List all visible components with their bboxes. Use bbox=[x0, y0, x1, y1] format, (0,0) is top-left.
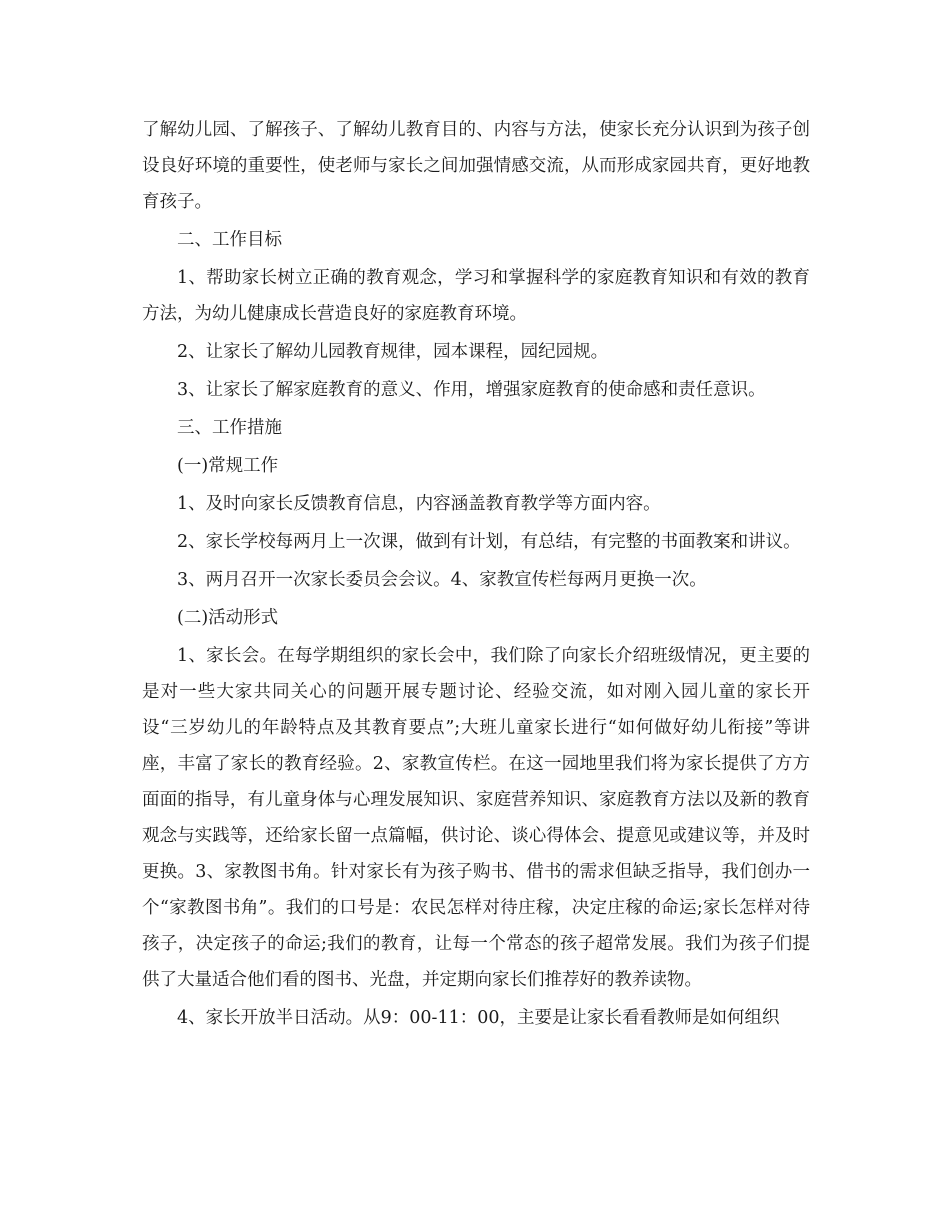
heading-routine-work: (一)常规工作 bbox=[177, 456, 279, 476]
paragraph-activity-1: 1、家长会。在每学期组织的家长会中，我们除了向家长介绍班级情况，更主要的是对一些大家共同关心的问题开展专题讨论、经验交流，如对刚入园儿童的家长开设“三岁幼儿的年龄特点及其教育要点”;大班儿童家长进行“如何做好幼儿衔接”等讲座，丰富了家长的教育经验。2、家教宣传栏。在这一园地里我们将为家长提供了方方面面的指导，有儿童身体与心理发展知识、家庭营养知识、家庭教育方法以及新的教育观念与实践等，还给家长留一点篇幅，供讨论、谈心得体会、提意见或建议等，并及时更换。3、家教图书角。针对家长有为孩子购书、借书的需求但缺乏指导，我们创办一个“家教图书角”。我们的口号是：农民怎样对待庄稼，决定庄稼的命运;家长怎样对待孩子，决定孩子的命运;我们的教育，让每一个常态的孩子超常发展。我们为孩子们提供了大量适合他们看的图书、光盘，并定期向家长们推荐好的教养读物。 bbox=[142, 646, 810, 990]
paragraph-intro-continuation: 了解幼儿园、了解孩子、了解幼儿教育目的、内容与方法，使家长充分认识到为孩子创设良好环境的重要性，使老师与家长之间加强情感交流，从而形成家园共育，更好地教育孩子。 bbox=[142, 120, 810, 212]
paragraph-routine-1: 1、及时向家长反馈教育信息，内容涵盖教育教学等方面内容。 bbox=[177, 494, 661, 514]
paragraph-routine-3: 3、两月召开一次家长委员会会议。4、家教宣传栏每两月更换一次。 bbox=[177, 570, 707, 590]
heading-activity-forms: (二)活动形式 bbox=[177, 608, 279, 628]
heading-work-goals: 二、工作目标 bbox=[177, 230, 282, 250]
heading-work-measures: 三、工作措施 bbox=[177, 418, 282, 438]
paragraph-routine-2: 2、家长学校每两月上一次课，做到有计划，有总结，有完整的书面教案和讲议。 bbox=[177, 532, 801, 552]
paragraph-activity-4: 4、家长开放半日活动。从9：00-11：00，主要是让家长看看教师是如何组织 bbox=[177, 1008, 780, 1028]
paragraph-goal-3: 3、让家长了解家庭教育的意义、作用，增强家庭教育的使命感和责任意识。 bbox=[177, 380, 766, 400]
paragraph-goal-2: 2、让家长了解幼儿园教育规律，园本课程，园纪园规。 bbox=[177, 342, 609, 362]
document-body bbox=[142, 112, 810, 1036]
paragraph-goal-1: 1、帮助家长树立正确的教育观念，学习和掌握科学的家庭教育知识和有效的教育方法，为幼儿健康成长营造良好的家庭教育环境。 bbox=[142, 268, 810, 324]
